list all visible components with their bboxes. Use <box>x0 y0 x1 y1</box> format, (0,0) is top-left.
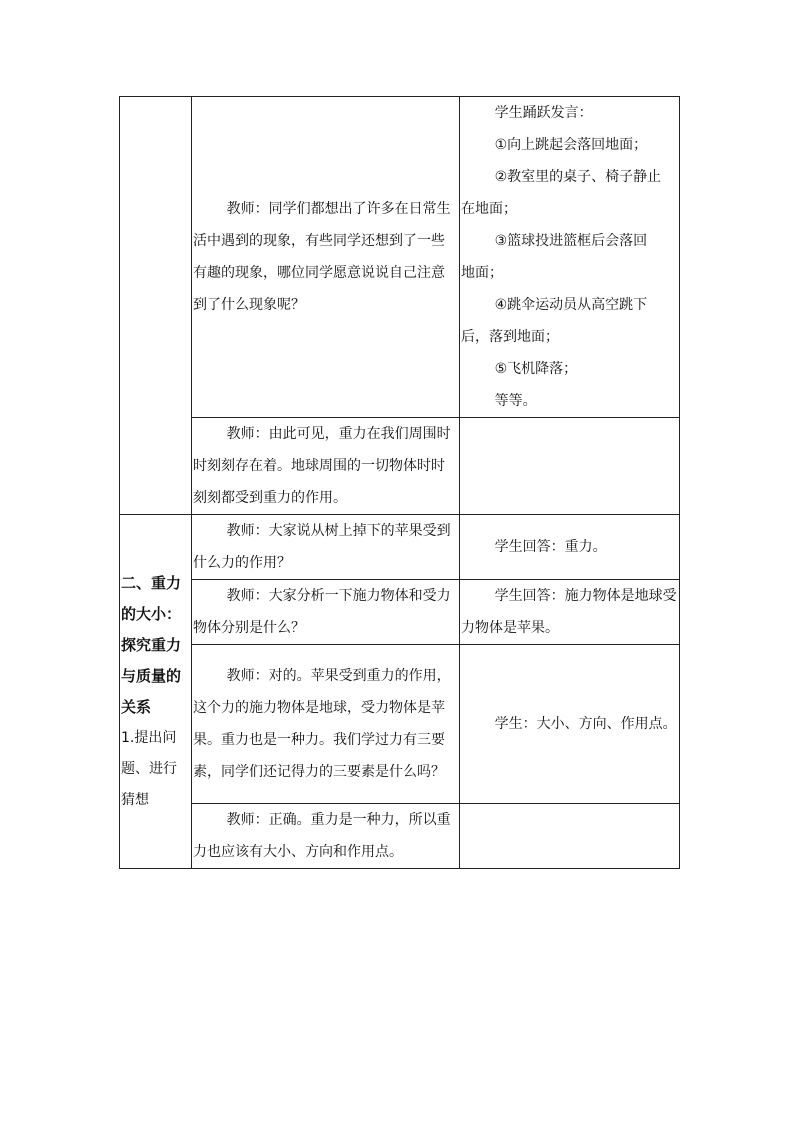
teacher-cell <box>192 580 460 645</box>
teacher-text: 教师：正确。重力是一种力，所以重力也应该有大小、方向和作用点。 <box>193 812 451 860</box>
section-cell <box>120 515 192 869</box>
student-line: ④跳伞运动员从高空跳下 <box>494 297 648 313</box>
student-cell <box>460 804 680 869</box>
student-line: 后，落到地面； <box>461 329 559 345</box>
student-text: 学生回答：重力。 <box>494 539 607 555</box>
student-line: 学生踊跃发言： <box>494 105 593 121</box>
lesson-plan-table <box>119 96 680 869</box>
teacher-text: 教师：由此可见，重力在我们周围时时刻刻存在着。地球周围的一切物体时时刻刻都受到重力的作用。 <box>193 426 451 506</box>
student-line: 等等。 <box>494 393 537 409</box>
section-subtitle: 1.提出问题、进行猜想 <box>121 729 177 808</box>
teacher-text: 教师：大家分析一下施力物体和受力物体分别是什么？ <box>193 588 451 636</box>
teacher-cell <box>192 645 460 804</box>
table-row <box>120 580 680 645</box>
student-line: ②教室里的桌子、椅子静止 <box>494 169 662 185</box>
student-text: 学生回答：施力物体是地球受力物体是苹果。 <box>461 588 677 636</box>
student-cell <box>460 97 680 418</box>
teacher-text: 教师：大家说从树上掉下的苹果受到什么力的作用？ <box>193 523 451 571</box>
teacher-cell <box>192 515 460 580</box>
student-cell <box>460 418 680 515</box>
teacher-text: 教师：同学们都想出了许多在日常生活中遇到的现象，有些同学还想到了一些有趣的现象，哪位同学愿意说说自己注意到了什么现象呢？ <box>193 201 451 313</box>
student-line: ③篮球投进篮框后会落回 <box>494 233 648 249</box>
student-cell <box>460 515 680 580</box>
table-row <box>120 418 680 515</box>
table-row <box>120 97 680 418</box>
student-line: 地面； <box>461 265 503 281</box>
table-row <box>120 804 680 869</box>
teacher-text: 教师：对的。苹果受到重力的作用，这个力的施力物体是地球，受力物体是苹果。重力也是一种力。我们学过力有三要素，同学们还记得力的三要素是什么吗？ <box>193 668 451 780</box>
teacher-cell <box>192 804 460 869</box>
table-row <box>120 645 680 804</box>
student-cell <box>460 645 680 804</box>
teacher-cell <box>192 97 460 418</box>
student-text: 学生：大小、方向、作用点。 <box>494 716 677 732</box>
section-cell-empty <box>120 97 192 515</box>
student-line: 在地面； <box>461 201 517 217</box>
student-cell <box>460 580 680 645</box>
table-row <box>120 515 680 580</box>
student-line: ⑤飞机降落； <box>494 361 578 377</box>
section-title: 二、重力的大小：探究重力与质量的关系 <box>121 573 182 716</box>
student-line: ①向上跳起会落回地面； <box>494 137 648 153</box>
teacher-cell <box>192 418 460 515</box>
